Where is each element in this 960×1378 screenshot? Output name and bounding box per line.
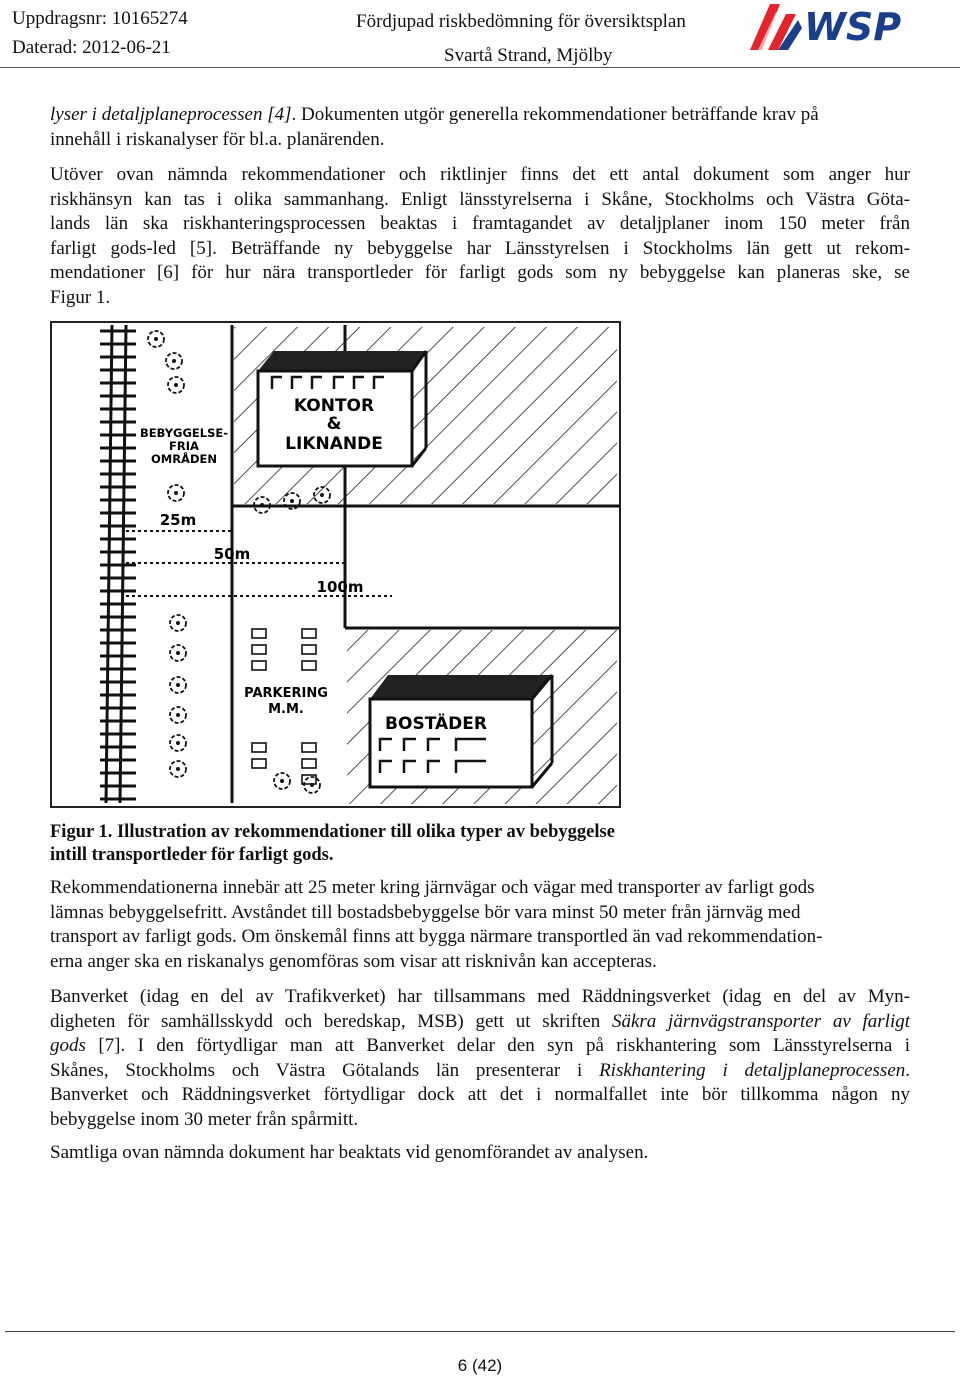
citation-italic: lyser i detaljplaneprocessen [4] [50,104,292,125]
distance-25m [126,511,232,531]
tree-icon [168,485,184,501]
footer-divider [5,1331,955,1332]
header-title [356,4,686,72]
office-building [258,351,426,466]
label-mm: M.M. [268,702,304,717]
label-liknande: LIKNANDE [285,434,383,454]
publication-title-2: Riskhantering i detaljplaneprocessen [599,1059,906,1081]
page-number: 6 (42) [457,1356,503,1375]
document-date: Daterad: 2012-06-21 [12,37,171,58]
label-fria: FRIA [169,439,199,453]
label-bebyggelse: BEBYGGELSE- [139,426,229,440]
tree-icon [168,377,184,393]
label-kontor: KONTOR [293,396,375,416]
label-25m: 25m [159,511,197,529]
paragraph-2: Utöver ovan nämnda rekommendationer och riktlinjer finns det ett antal dokument som anger hur riskhänsyn kan tas i olika sammanhang. Enligt länsstyrelserna i Skåne, Stockholms och Västra Göta- lands län ska riskhanteringsprocessen beaktas i framtagandet av detaljplaner inom 150 meter från farligt gods-led [5]. Beträffande ny bebyggelse har Länsstyrelsen i Stockholms län gett ut rekom- mendationer [6] för hur nära transportleder för farligt gods som ny bebyggelse kan planeras ske, se Figur 1. [50,164,910,308]
label-amp: & [326,414,342,434]
document-title: Fördjupad riskbedömning för översiktsplan [356,11,686,32]
label-100m: 100m [316,578,364,596]
tree-icon [166,353,182,369]
label-omraden: OMRÅDEN [150,452,218,466]
paragraph-3: Rekommendationerna innebär att 25 meter kring järnvägar och vägar med transporter av farligt gods lämnas bebyggelsefritt. Avståndet till bostadsbebyggelse bör vara minst 50 meter från järnväg med transport av farligt gods. Om önskemål finns att bygga närmare transportled än vad rekommendation- erna anger ska en riskanalys genomföras som visar att risknivån kan accepteras. [50,877,823,972]
wsp-logo [748,0,918,56]
housing-building [370,675,552,787]
document-subtitle: Svartå Strand, Mjölby [444,45,613,66]
logo-text: WSP [804,5,902,49]
distance-100m [126,578,392,596]
label-50m: 50m [213,545,251,563]
publication-title: Säkra järnvägstransporter av farligt [611,1010,911,1032]
distance-50m [126,545,345,563]
tree-icon [304,777,320,793]
parking-area [244,629,328,784]
tree-icon [170,677,186,693]
tree-icon [274,773,290,789]
paragraph-1: lyser i detaljplaneprocessen [4]. Dokumenten utgör generella rekommendationer beträffande krav på innehåll i riskanalyser för bl.a. planärenden. [50,104,819,150]
label-parkering: PARKERING [244,686,328,701]
tree-icon [170,735,186,751]
tree-icon [170,615,186,631]
tree-icon [148,331,164,347]
logo-mark-icon [750,4,802,50]
tree-icon [170,707,186,723]
tree-icon [170,761,186,777]
header-divider [0,67,960,68]
paragraph-4: Banverket (idag en del av Trafikverket) har tillsammans med Räddningsverket (idag en del av Myn- digheten för samhällsskydd och beredskap, MSB) gett ut skriften Säkra järnvägstransporter av farligt gods [7]. I den förtydligar man att Banverket delar den syn på riskhantering som Länsstyrelserna i Skånes, Stockholms och Västra Götalands län presenterar i Riskhantering i detaljplaneprocessen. Banverket och Räddningsverket förtydligar dock att det i normalfallet inte bör tillkomma någon ny bebyggelse inom 30 meter från spårmitt. [50,986,911,1130]
order-number: Uppdragsnr: 10165274 [12,8,188,29]
paragraph-5: Samtliga ovan nämnda dokument har beaktats vid genomförandet av analysen. [50,1142,649,1163]
label-bostader: BOSTÄDER [385,714,487,734]
railway-track [100,325,136,803]
header-meta [12,4,188,62]
figure-caption: Figur 1. Illustration av rekommendationer till olika typer av bebyggelse intill transportleder för farligt gods. [50,822,615,865]
tree-icon [170,645,186,661]
figure-illustration [50,321,621,808]
